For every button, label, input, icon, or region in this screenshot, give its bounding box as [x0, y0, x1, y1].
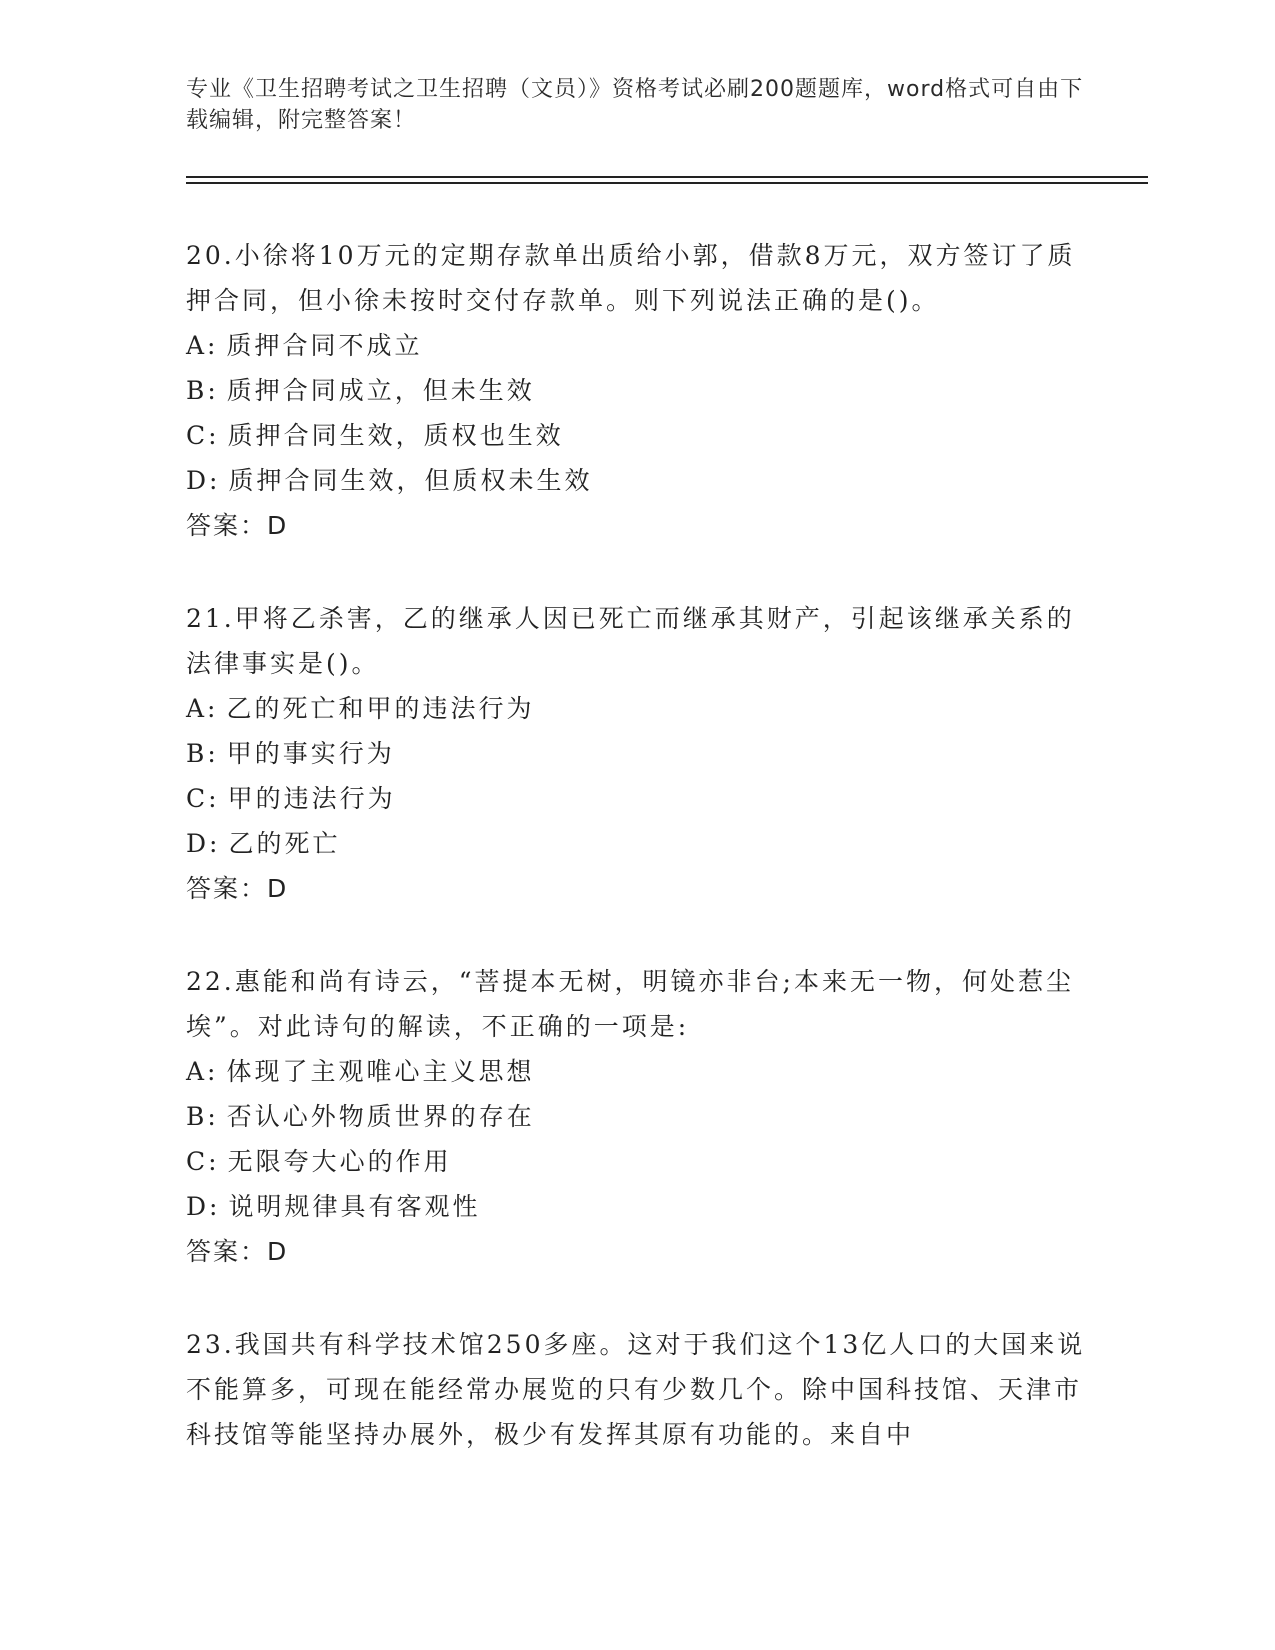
option-text: 甲的事实行为 [226, 739, 395, 768]
answer-line: 答案：D [186, 511, 289, 540]
option-b [186, 368, 1086, 413]
option-text: 乙的死亡 [228, 829, 341, 858]
option-label: B: [186, 739, 219, 768]
answer-line: 答案：D [186, 874, 289, 903]
question-20 [186, 233, 1086, 548]
option-text: 乙的死亡和甲的违法行为 [226, 694, 535, 723]
option-label: A: [186, 331, 219, 360]
option-text: 否认心外物质世界的存在 [226, 1102, 535, 1131]
option-label: A: [186, 1057, 219, 1086]
option-d [186, 458, 1086, 503]
option-label: B: [186, 1102, 219, 1131]
question-22 [186, 959, 1086, 1274]
question-stem: 23.我国共有科学技术馆250多座。这对于我们这个13亿人口的大国来说不能算多，可现在能经常办展览的只有少数几个。除中国科技馆、天津市科技馆等能坚持办展外，极少有发挥其原有功能的。来自中 [186, 1330, 1086, 1449]
question-stem: 21.甲将乙杀害，乙的继承人因已死亡而继承其财产，引起该继承关系的法律事实是()。 [186, 604, 1075, 678]
option-b [186, 731, 1086, 776]
option-text: 体现了主观唯心主义思想 [226, 1057, 535, 1086]
option-text: 质押合同成立，但未生效 [226, 376, 535, 405]
option-text: 质押合同不成立 [226, 331, 423, 360]
option-text: 甲的违法行为 [227, 784, 396, 813]
option-a [186, 686, 1086, 731]
option-a [186, 1049, 1086, 1094]
option-text: 质押合同生效，但质权未生效 [228, 466, 593, 495]
option-c [186, 413, 1086, 458]
option-label: C: [186, 421, 220, 450]
option-label: D: [186, 466, 221, 495]
option-label: A: [186, 694, 219, 723]
option-label: B: [186, 376, 219, 405]
option-d [186, 1184, 1086, 1229]
option-d [186, 821, 1086, 866]
option-text: 无限夸大心的作用 [227, 1147, 452, 1176]
question-23 [186, 1322, 1086, 1457]
header-divider-top [186, 176, 1148, 178]
question-stem: 22.惠能和尚有诗云，“菩提本无树，明镜亦非台;本来无一物，何处惹尘埃”。对此诗句的解读，不正确的一项是: [186, 967, 1074, 1041]
question-21 [186, 596, 1086, 911]
question-stem: 20.小徐将10万元的定期存款单出质给小郭，借款8万元，双方签订了质押合同，但小徐未按时交付存款单。则下列说法正确的是()。 [186, 241, 1076, 315]
header-divider-bottom [186, 182, 1148, 184]
option-text: 说明规律具有客观性 [228, 1192, 481, 1221]
option-label: D: [186, 829, 221, 858]
option-c [186, 776, 1086, 821]
option-c [186, 1139, 1086, 1184]
option-label: C: [186, 784, 220, 813]
option-a [186, 323, 1086, 368]
option-text: 质押合同生效，质权也生效 [227, 421, 564, 450]
option-label: C: [186, 1147, 220, 1176]
document-header [186, 74, 1106, 136]
option-label: D: [186, 1192, 221, 1221]
option-b [186, 1094, 1086, 1139]
answer-line: 答案：D [186, 1237, 289, 1266]
header-text: 专业《卫生招聘考试之卫生招聘（文员）》资格考试必刷200题题库，word格式可自由下载编辑，附完整答案！ [186, 77, 1084, 133]
